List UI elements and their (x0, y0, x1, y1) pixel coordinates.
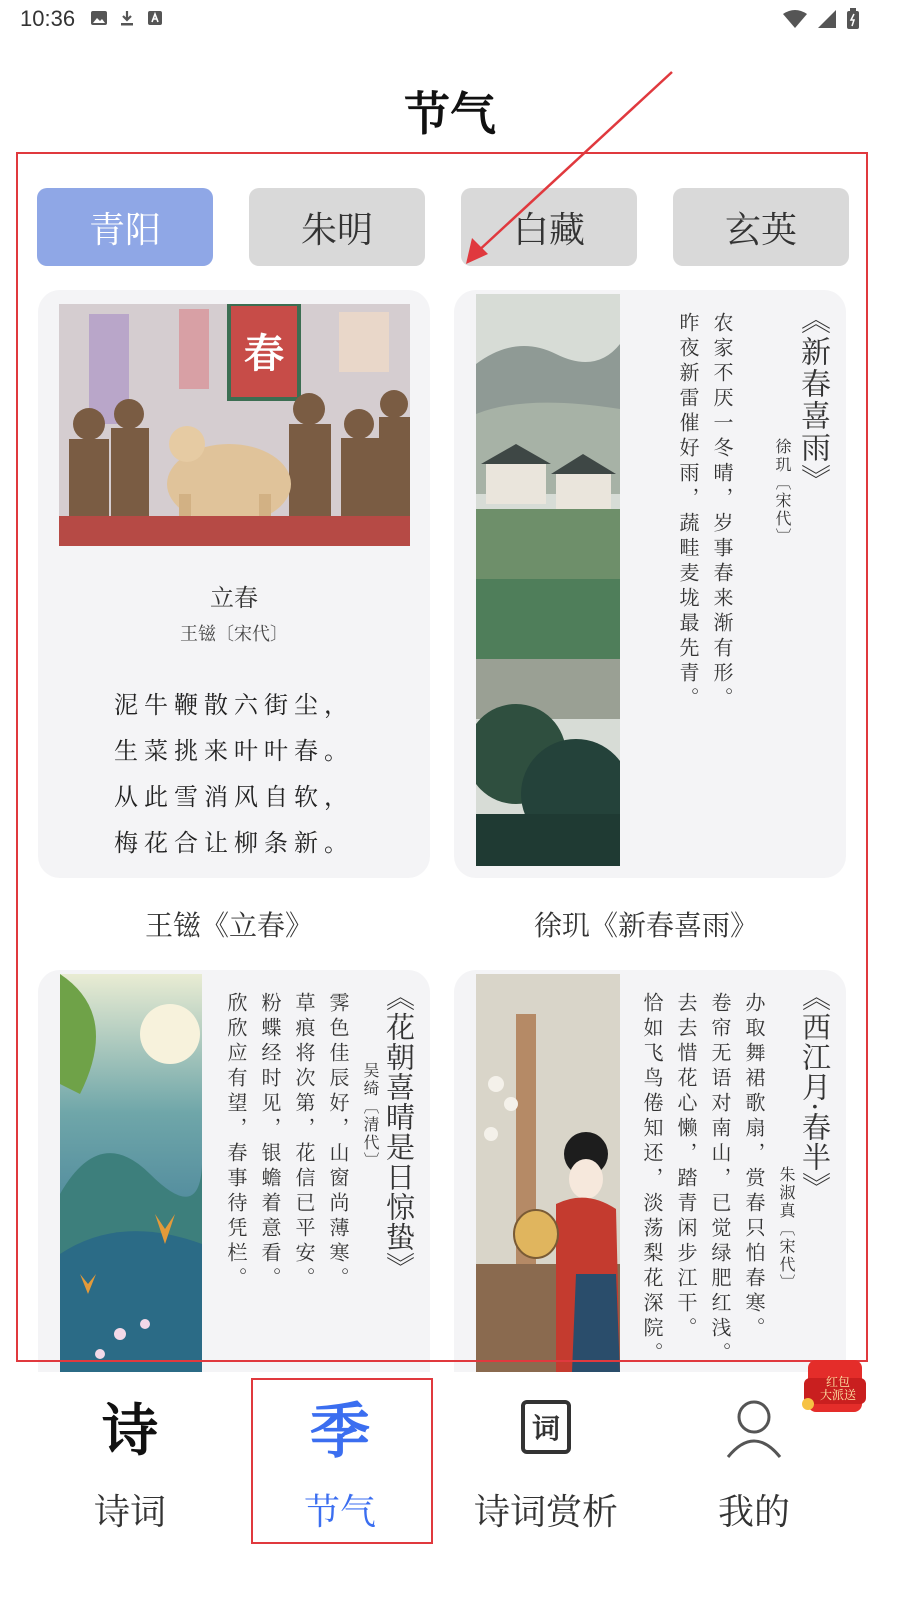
lady-with-fan-illustration (476, 974, 620, 1372)
poem-line: 生菜挑来叶叶春。 (114, 737, 354, 765)
annotation-arrow (0, 0, 900, 400)
poem-line: 霁色佳辰好，山窗尚薄寒。 (326, 992, 350, 1292)
poem-line: 欣欣应有望，春事待凭栏。 (224, 992, 248, 1292)
poem-author: 朱淑真〔宋代〕 (777, 1166, 796, 1292)
poem-line: 从此雪消风自软， (114, 783, 354, 811)
poem-line: 昨夜新雷催好雨，蔬畦麦垅最先青。 (676, 312, 700, 712)
poem-caption[interactable]: 徐玑《新春喜雨》 (533, 909, 758, 942)
poem-line: 泥牛鞭散六街尘， (114, 691, 354, 719)
poem-line: 去去惜花心懒，踏青闲步江干。 (674, 992, 698, 1342)
poem-icon: 诗 (102, 1398, 158, 1464)
poem-title: 《西江月·春半》 (798, 982, 832, 1203)
status-time: 10:36 (20, 6, 76, 31)
poem-line: 梅花合让柳条新。 (114, 829, 354, 857)
tab-baizang[interactable]: 白藏 (461, 188, 637, 266)
tab-qingyang[interactable]: 青阳 (37, 188, 213, 266)
season-icon: 季 (310, 1397, 370, 1467)
poem-body (38, 682, 430, 866)
rainy-butterfly-illustration (60, 974, 202, 1372)
nav-label: 我的 (717, 1492, 790, 1533)
spring-character: 春 (244, 330, 284, 377)
poem-author: 徐玑〔宋代〕 (773, 438, 792, 546)
poem-line: 恰如飞鸟倦知还，淡荡梨花深院。 (640, 992, 664, 1367)
annotation-nav-box (251, 1378, 433, 1544)
poem-title: 《花朝喜晴是日惊蛰》 (382, 982, 416, 1282)
poem-line: 草痕将次第，花信已平安。 (292, 992, 316, 1292)
poem-author: 王镃〔宋代〕 (180, 624, 288, 645)
tab-zhuming[interactable]: 朱明 (249, 188, 425, 266)
nav-item-poems[interactable] (30, 1372, 230, 1542)
nav-label: 诗词赏析 (473, 1492, 618, 1533)
page-title: 节气 (404, 87, 496, 141)
red-packet-text: 红包 大派送 (819, 1375, 856, 1402)
poem-title: 《新春喜雨》 (795, 304, 830, 496)
bottom-nav (0, 1372, 900, 1600)
nav-label: 节气 (303, 1492, 376, 1533)
poem-card-huachao[interactable] (38, 970, 430, 1372)
nav-label: 诗词 (93, 1492, 166, 1533)
poem-author: 吴绮〔清代〕 (361, 1062, 380, 1170)
poem-line: 办取舞裙歌扇，赏春只怕春寒。 (742, 992, 766, 1342)
red-packet-promo[interactable] (798, 1356, 868, 1416)
poem-title: 立春 (210, 584, 258, 612)
poem-line: 农家不厌一冬晴，岁事春来渐有形。 (710, 312, 734, 712)
book-icon: 词 (446, 1392, 646, 1462)
poem-caption[interactable]: 王镃《立春》 (144, 909, 313, 942)
poem-card-xijiangyue[interactable] (454, 970, 846, 1372)
poem-line: 粉蝶经时见，银蟾着意看。 (258, 992, 282, 1292)
poem-line: 卷帘无语对南山，已觉绿肥红浅。 (708, 992, 732, 1367)
tab-xuanying[interactable]: 玄英 (673, 188, 849, 266)
nav-item-appreciation[interactable] (446, 1372, 646, 1542)
